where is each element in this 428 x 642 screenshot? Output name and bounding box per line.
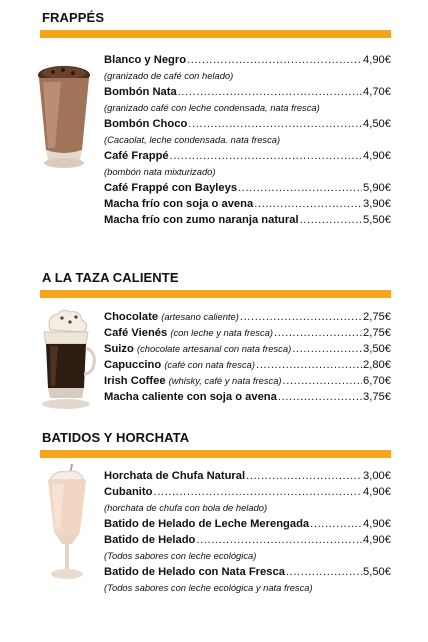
menu-list-milkshakes — [104, 468, 391, 596]
section-divider-bar — [40, 450, 391, 458]
menu-item-price: 2,75€ — [363, 311, 391, 323]
frappe-glass-illustration — [33, 64, 95, 170]
menu-item: Café Vienés (con leche y nata fresca) ..... 2,75€ — [104, 325, 391, 341]
menu-item-price: 4,90€ — [363, 518, 391, 530]
menu-item-note: (horchata de chufa con bola de helado) — [104, 502, 268, 513]
menu-item: Cubanito ..... 4,90€ — [104, 484, 391, 500]
menu-item: Chocolate (artesano caliente) ..... 2,75€ — [104, 309, 391, 325]
menu-item-note: (Cacaolat, leche condensada. nata fresca) — [104, 134, 281, 145]
section-title-milkshakes: BATIDOS Y HORCHATA — [42, 430, 190, 445]
menu-item: Café Frappé ..... 4,90€ — [104, 148, 391, 164]
menu-item-price: 5,90€ — [363, 182, 391, 194]
menu-item: Bombón Choco ..... 4,50€ — [104, 116, 391, 132]
menu-item-price: 4,90€ — [363, 486, 391, 498]
menu-item-price: 3,50€ — [363, 343, 391, 355]
menu-item: Irish Coffee (whisky, café y nata fresca) ..... 6,70€ — [104, 373, 391, 389]
menu-item-price: 3,75€ — [363, 391, 391, 403]
menu-item-price: 2,80€ — [363, 359, 391, 371]
menu-item-price: 5,50€ — [363, 566, 391, 578]
menu-item-price: 4,90€ — [363, 54, 391, 66]
menu-item-note: (granizado café con leche condensada, nata fresca) — [104, 102, 320, 113]
menu-item-price: 4,90€ — [363, 150, 391, 162]
menu-item: Bombón Nata ..... 4,70€ — [104, 84, 391, 100]
menu-item: Batido de Helado con Nata Fresca ..... 5,50€ — [104, 564, 391, 580]
menu-item-note: (granizado de café con helado) — [104, 70, 234, 81]
menu-item-note: (Todos sabores con leche ecológica y nata fresca) — [104, 582, 313, 593]
menu-item: Macha frío con zumo naranja natural ..... 5,50€ — [104, 212, 391, 228]
menu-item: Blanco y Negro ..... 4,90€ — [104, 52, 391, 68]
menu-item: Horchata de Chufa Natural ..... 3,00€ — [104, 468, 391, 484]
menu-item-price: 4,70€ — [363, 86, 391, 98]
section-title-frappes: FRAPPÉS — [42, 10, 105, 25]
menu-item-price: 4,90€ — [363, 534, 391, 546]
menu-item: Macha frío con soja o avena ..... 3,90€ — [104, 196, 391, 212]
menu-item: Suizo (chocolate artesanal con nata fresca) ..... 3,50€ — [104, 341, 391, 357]
section-title-hot-drinks: A LA TAZA CALIENTE — [42, 270, 179, 285]
milkshake-glass-illustration — [42, 462, 92, 584]
section-divider-bar — [40, 290, 391, 298]
menu-item: Batido de Helado de Leche Merengada ..... 4,90€ — [104, 516, 391, 532]
menu-item: Batido de Helado ..... 4,90€ — [104, 532, 391, 548]
menu-item-note: (bombón nata mixturizado) — [104, 166, 216, 177]
hot-coffee-glass-illustration — [36, 308, 96, 412]
menu-item-price: 2,75€ — [363, 327, 391, 339]
section-divider-bar — [40, 30, 391, 38]
menu-item-price: 3,00€ — [363, 470, 391, 482]
menu-item: Café Frappé con Bayleys ..... 5,90€ — [104, 180, 391, 196]
menu-item-price: 4,50€ — [363, 118, 391, 130]
menu-item-note: (Todos sabores con leche ecológica) — [104, 550, 257, 561]
menu-list-hot-drinks — [104, 309, 391, 405]
menu-item-price: 6,70€ — [363, 375, 391, 387]
menu-item-price: 3,90€ — [363, 198, 391, 210]
menu-item: Macha caliente con soja o avena ..... 3,75€ — [104, 389, 391, 405]
menu-item: Capuccino (café con nata fresca) ..... 2,80€ — [104, 357, 391, 373]
menu-item-price: 5,50€ — [363, 214, 391, 226]
menu-list-frappes — [104, 52, 391, 228]
